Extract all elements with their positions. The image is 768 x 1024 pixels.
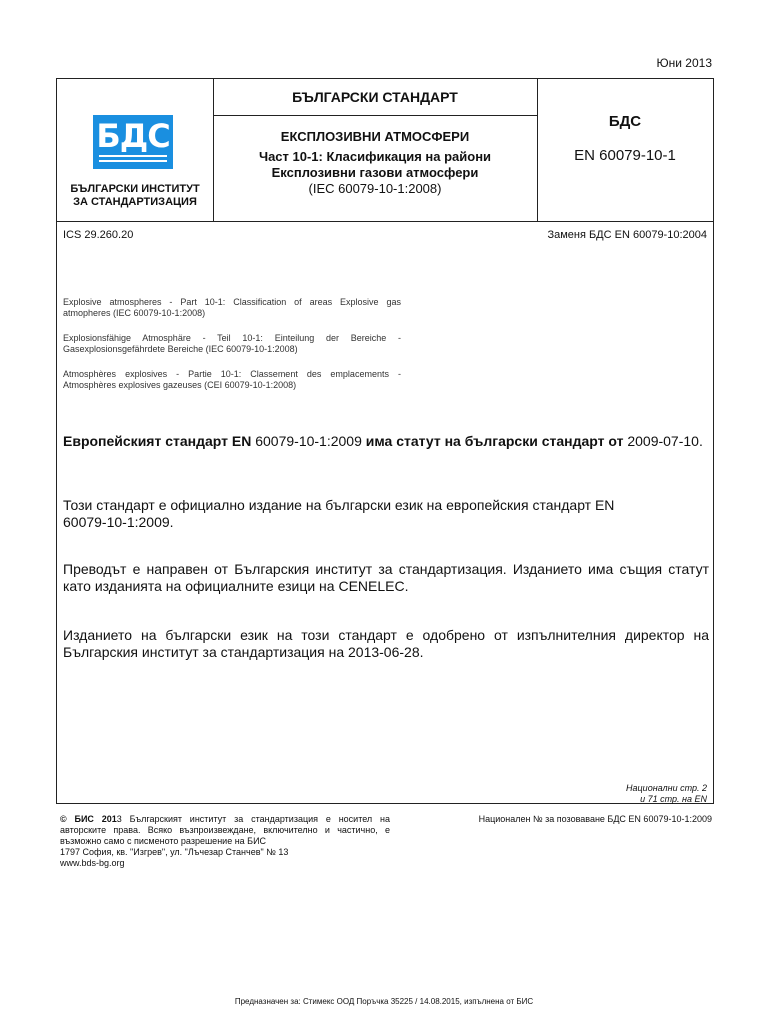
logo-stripe	[99, 160, 167, 162]
institute-name: БЪЛГАРСКИ ИНСТИТУТ ЗА СТАНДАРТИЗАЦИЯ	[70, 183, 200, 208]
bds-number: EN 60079-10-1	[574, 147, 676, 164]
designation-cell	[537, 79, 713, 221]
logo-stripe	[99, 155, 167, 157]
official-edition-paragraph: Този стандарт е официално издание на български език на европейския стандарт EN 60079-10-1:2009.	[63, 497, 615, 530]
national-reference-number: Национален № за позоваване БДС EN 60079-10-1:2009	[478, 814, 712, 824]
logo-cell	[57, 79, 214, 221]
title-english: Explosive atmospheres - Part 10-1: Classification of areas Explosive gas atmopheres (IEC 60079-10-1:2008)	[63, 297, 401, 318]
bds-label: БДС	[608, 113, 642, 130]
approval-paragraph: Изданието на български език на този стандарт е одобрено от изпълнителния директор на Българския институт за стандартизация на 2013-06-28.	[63, 627, 709, 660]
purchase-footer: Предназначен за: Стимекс ООД Поръчка 35225 / 14.08.2015, изпълнена от БИС	[234, 997, 534, 1006]
standard-type: БЪЛГАРСКИ СТАНДАРТ	[213, 79, 537, 116]
standard-frame	[56, 78, 714, 804]
bds-logo	[93, 115, 173, 169]
translation-paragraph: Преводът е направен от Българския институт за стандартизация. Изданието има същия статут като изданията на официалните езици на CENELEC.	[63, 561, 709, 594]
page-count: Национални стр. 2 и 71 стр. на EN	[626, 783, 707, 804]
bds-logo-text: БДС	[96, 117, 170, 155]
replaces-note: Заменя БДС EN 60079-10:2004	[547, 229, 707, 241]
status-statement: Европейският стандарт EN 60079-10-1:2009 има статут на български стандарт от 2009-07-10.	[63, 433, 703, 449]
title-french: Atmosphères explosives - Partie 10-1: Classement des emplacements - Atmosphères explosives gazeuses (CEI 60079-10-1:2008)	[63, 369, 401, 390]
website-link[interactable]: www.bds-bg.org	[60, 858, 125, 868]
copyright-notice: © БИС 2013 Българският институт за стандартизация е носител на авторските права. Всяко възпроизвеждане, включително и частично, е възможно само с писменото разрешение на БИС 1797 София, кв. "Изгрев", ул. "Лъчезар Станчев" № 13 www.bds-bg.org	[60, 814, 390, 868]
title-block	[57, 79, 713, 222]
standard-title: ЕКСПЛОЗИВНИ АТМОСФЕРИ Част 10-1: Класификация на райони Експлозивни газови атмосфери (IEC 60079-10-1:2008)	[258, 129, 492, 196]
ics-code: ICS 29.260.20	[63, 229, 134, 241]
title-german: Explosionsfähige Atmosphäre - Teil 10-1: Einteilung der Bereiche - Gasexplosionsgefährdete Bereiche (IEC 60079-10-1:2008)	[63, 333, 401, 354]
title-cell	[213, 79, 538, 221]
issue-date: Юни 2013	[656, 56, 712, 70]
